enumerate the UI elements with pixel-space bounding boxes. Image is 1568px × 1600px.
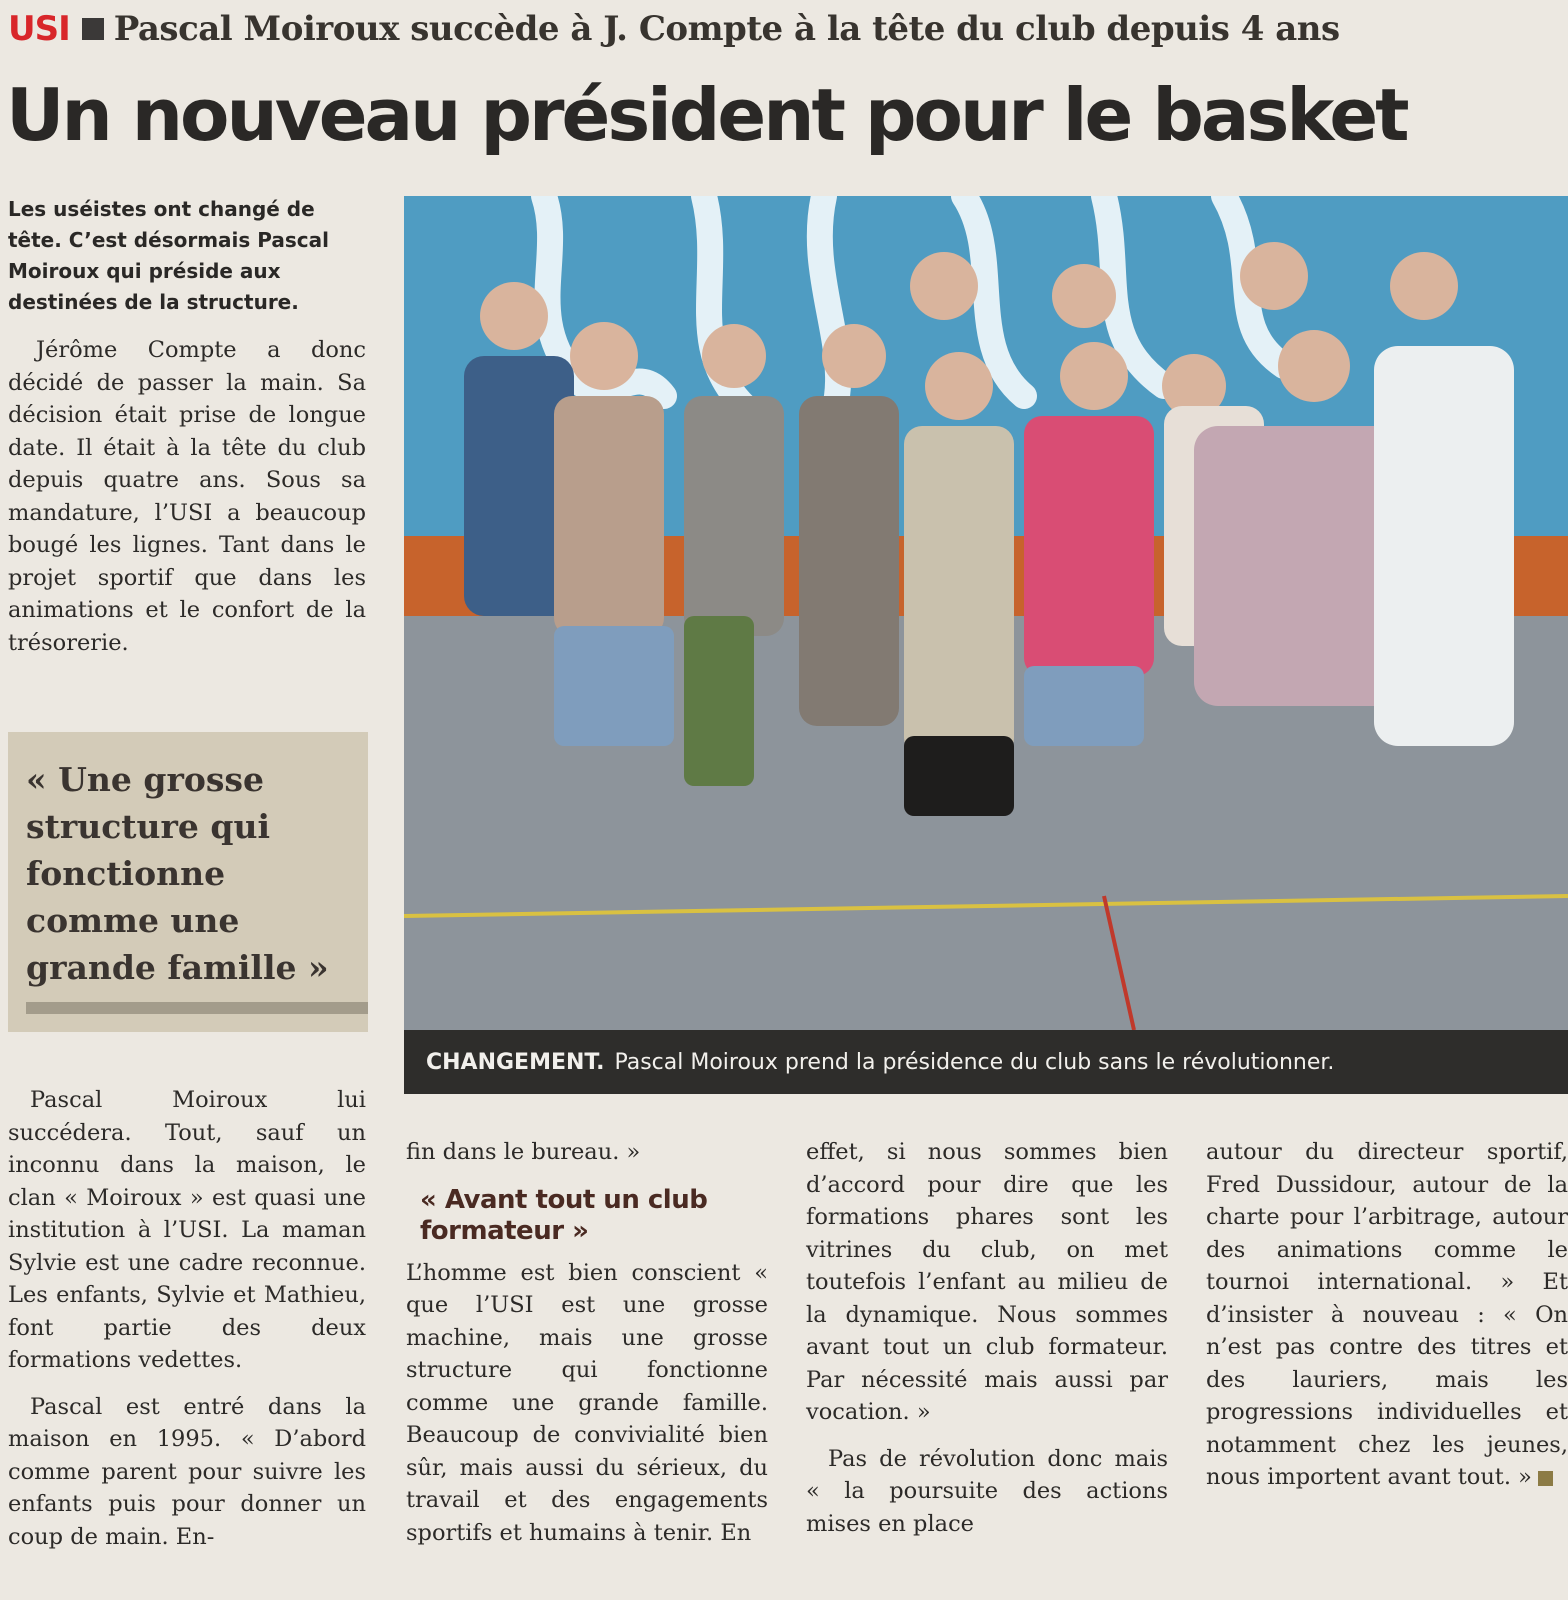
subheading: « Avant tout un club formateur » (420, 1184, 708, 1246)
team-photo-image (404, 196, 1568, 1094)
standfirst: Les uséistes ont changé de tête. C’est désormais Pascal Moiroux qui préside aux destinées de la structure. (8, 197, 329, 314)
headline: Un nouveau président pour le basket (6, 73, 1407, 157)
article-column-2 (406, 1136, 768, 1549)
article-column-3 (806, 1136, 1168, 1540)
pull-quote-box (8, 732, 368, 1032)
paragraph: effet, si nous sommes bien d’accord pour dire que les formations phares sont les vitrines du club, on met toutefois l’enfant au milieu de la dynamique. Nous sommes avant tout un club formateur. Par nécessité mais aussi par vocation. » (806, 1139, 1168, 1425)
kicker-text: Pascal Moiroux succède à J. Compte à la tête du club depuis 4 ans (113, 9, 1340, 49)
end-mark-icon (1538, 1471, 1553, 1486)
caption-text: Pascal Moiroux prend la présidence du club sans le révolutionner. (614, 1049, 1335, 1075)
paragraph: Pas de révolution donc mais « la poursuite des actions mises en place (806, 1445, 1168, 1537)
section-tag: USI (8, 9, 70, 49)
paragraph-text: autour du directeur sportif, Fred Dussidour, autour de la charte pour l’arbitrage, autour des animations comme le tournoi international. » Et d’insister à nouveau : « On n’est pas contre des titres et des lauriers, mais les progressions individuelles et notamment chez les jeunes, nous importent avant tout. » (1206, 1139, 1568, 1490)
photo-caption (404, 1030, 1568, 1094)
square-bullet-icon (82, 18, 104, 40)
caption-label: CHANGEMENT. (426, 1049, 605, 1075)
article-column-4 (1206, 1136, 1568, 1494)
kicker (8, 4, 1340, 54)
paragraph: Pascal Moiroux lui succédera. Tout, sauf un inconnu dans la maison, le clan « Moiroux » est quasi une institution à l’USI. La maman Sylvie est une cadre reconnue. Les enfants, Sylvie et Mathieu, font partie des deux formations vedettes. (8, 1087, 366, 1373)
pull-quote-rule (26, 1002, 368, 1014)
paragraph: L’homme est bien conscient « que l’USI est une grosse machine, mais une grosse structure qui fonctionne comme une grande famille. Beaucoup de convivialité bien sûr, mais aussi du sérieux, du travail et des engagements sportifs et humains à tenir. En (406, 1259, 768, 1546)
team-photo (404, 196, 1568, 1094)
lead-paragraph: Jérôme Compte a donc décidé de passer la main. Sa décision était prise de longue date. Il était à la tête du club depuis quatre ans. Sous sa mandature, l’USI a beaucoup bougé les lignes. Tant dans le projet sportif que dans les animations et le confort de la trésorerie. (8, 337, 366, 656)
paragraph: fin dans le bureau. » (406, 1139, 641, 1165)
pull-quote: « Une grosse structure qui fonctionne comme une grande famille » (26, 760, 329, 987)
paragraph (1206, 1136, 1568, 1494)
paragraph: Pascal est entré dans la maison en 1995. « D’abord comme parent pour suivre les enfants puis pour donner un coup de main. En- (8, 1393, 366, 1550)
article-column-1 (8, 1084, 366, 1553)
